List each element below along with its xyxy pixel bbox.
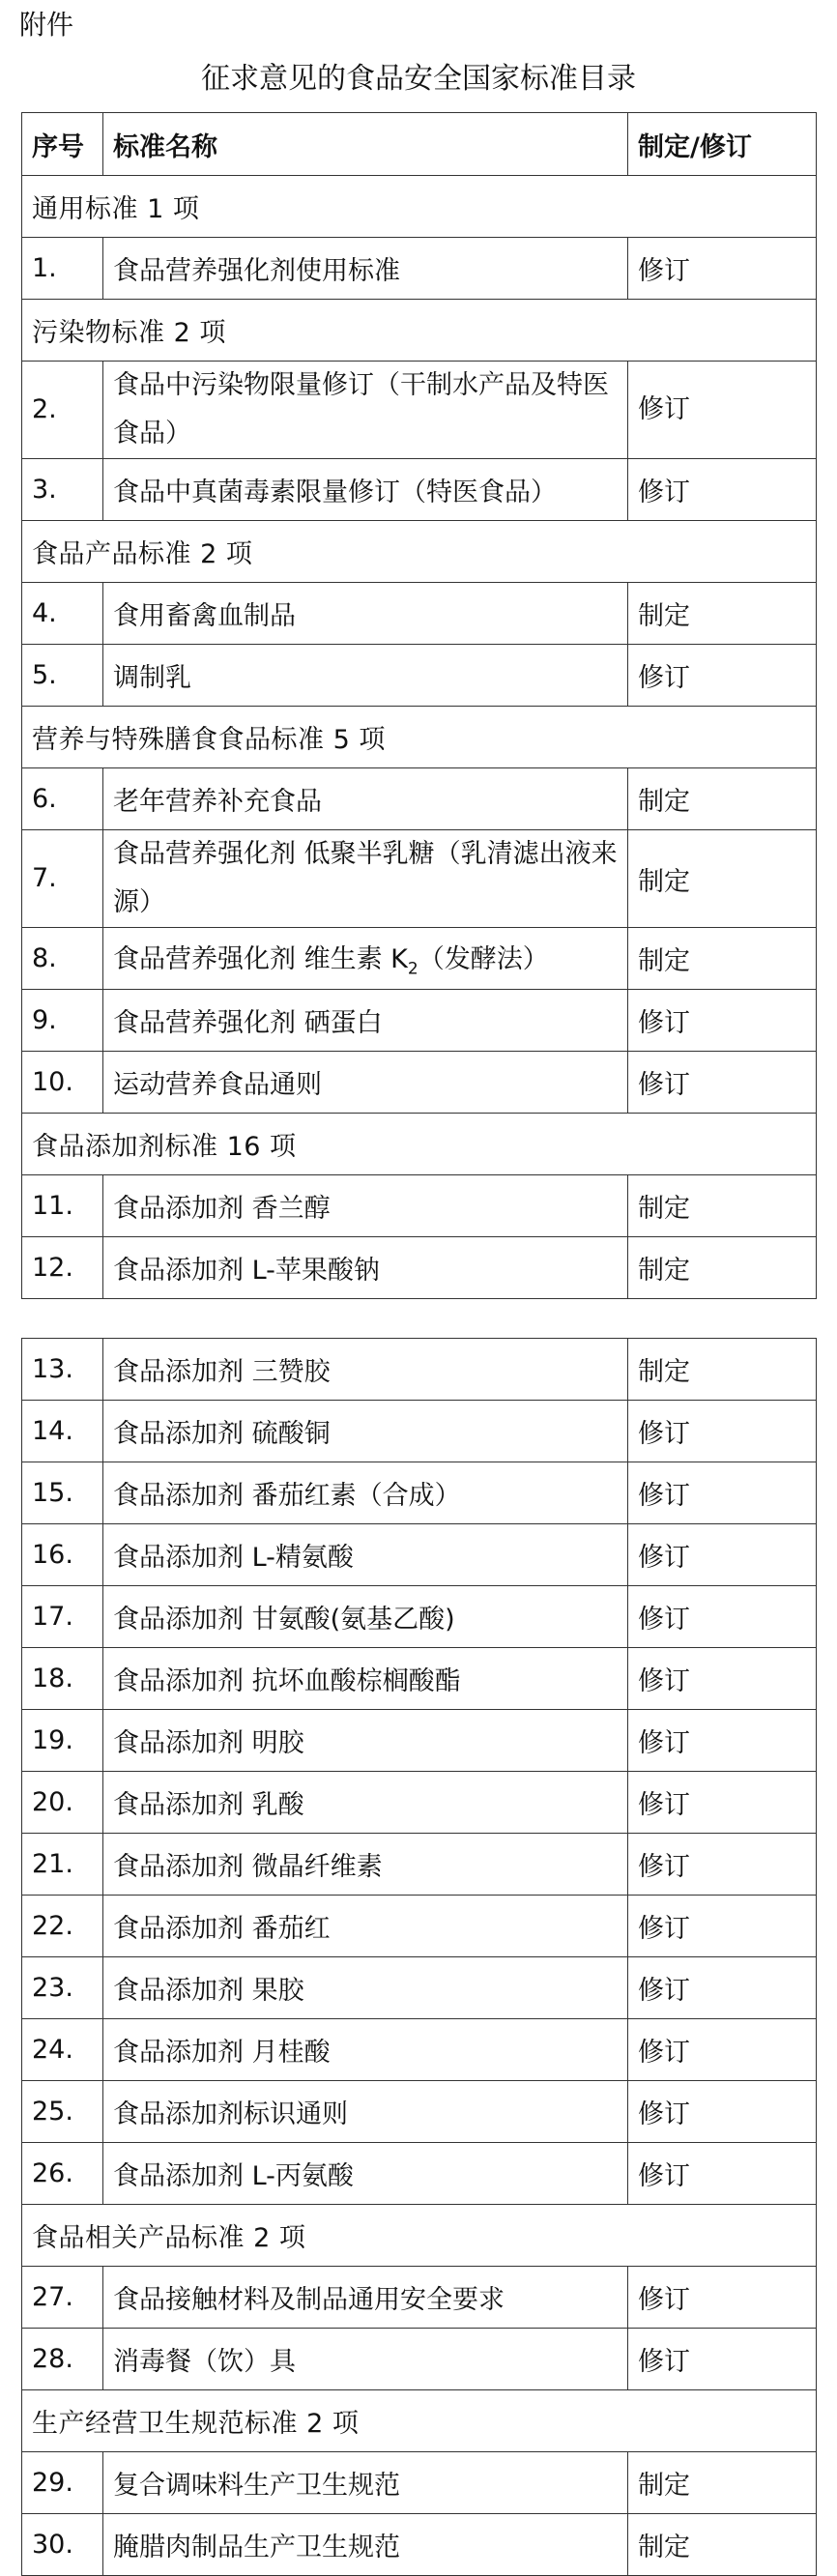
formulate-revise-value: 修订: [628, 1586, 817, 1648]
formulate-revise-value: 修订: [628, 459, 817, 521]
standard-name: 食品中污染物限量修订（干制水产品及特医食品）: [103, 362, 628, 459]
standards-table-part-2: [21, 1338, 817, 2576]
formulate-revise-value: 修订: [628, 238, 817, 300]
row-number: 18.: [22, 1648, 103, 1710]
formulate-revise-value: 修订: [628, 1052, 817, 1114]
row-number: 25.: [22, 2081, 103, 2143]
row-number: 10.: [22, 1052, 103, 1114]
row-number: 8.: [22, 928, 103, 990]
table-row: [22, 768, 817, 830]
standard-name: 食品添加剂 L-苹果酸钠: [103, 1237, 628, 1299]
row-number: 21.: [22, 1834, 103, 1896]
standard-name: 食品添加剂标识通则: [103, 2081, 628, 2143]
standard-name: 复合调味料生产卫生规范: [103, 2452, 628, 2514]
row-number: 28.: [22, 2329, 103, 2390]
standard-name: 食品添加剂 明胶: [103, 1710, 628, 1772]
table-row: [22, 990, 817, 1052]
attachment-label: 附件: [19, 9, 74, 41]
formulate-revise-value: 修订: [628, 362, 817, 459]
row-number: 13.: [22, 1339, 103, 1401]
table-row: [22, 1175, 817, 1237]
row-number: 4.: [22, 583, 103, 645]
table-row: [22, 1586, 817, 1648]
standard-name: 食品添加剂 番茄红: [103, 1896, 628, 1957]
category-label: 食品相关产品标准 2 项: [22, 2205, 817, 2267]
table-row: [22, 2267, 817, 2329]
formulate-revise-value: 修订: [628, 2081, 817, 2143]
row-number: 14.: [22, 1401, 103, 1462]
standard-name: 食品添加剂 抗坏血酸棕榈酸酯: [103, 1648, 628, 1710]
table-row: [22, 1339, 817, 1401]
standard-name-subscript: 2: [407, 959, 418, 979]
row-number: 30.: [22, 2514, 103, 2576]
formulate-revise-value: 修订: [628, 1648, 817, 1710]
formulate-revise-value: 修订: [628, 990, 817, 1052]
table-row: [22, 1648, 817, 1710]
standard-name: 食品添加剂 L-丙氨酸: [103, 2143, 628, 2205]
formulate-revise-value: 修订: [628, 1896, 817, 1957]
table-row: [22, 1401, 817, 1462]
table-row: [22, 1957, 817, 2019]
category-row: [22, 300, 817, 362]
standard-name-suffix: （发酵法）: [418, 944, 549, 975]
category-label: 污染物标准 2 项: [22, 300, 817, 362]
table-row: [22, 2514, 817, 2576]
row-number: 1.: [22, 238, 103, 300]
standard-name: [103, 928, 628, 990]
table-row: [22, 1772, 817, 1834]
category-row: [22, 176, 817, 238]
formulate-revise-value: 修订: [628, 2019, 817, 2081]
table-row: [22, 238, 817, 300]
table-row: [22, 1834, 817, 1896]
standard-name: 食品添加剂 甘氨酸(氨基乙酸): [103, 1586, 628, 1648]
column-header-number: 序号: [22, 113, 103, 176]
table-row: [22, 1462, 817, 1524]
row-number: 19.: [22, 1710, 103, 1772]
table-body-part-1: [22, 176, 817, 1299]
formulate-revise-value: 制定: [628, 768, 817, 830]
row-number: 2.: [22, 362, 103, 459]
standard-name: 食品添加剂 硫酸铜: [103, 1401, 628, 1462]
row-number: 27.: [22, 2267, 103, 2329]
formulate-revise-value: 制定: [628, 2452, 817, 2514]
category-label: 通用标准 1 项: [22, 176, 817, 238]
column-header-standard-name: 标准名称: [103, 113, 628, 176]
formulate-revise-value: 修订: [628, 1524, 817, 1586]
row-number: 12.: [22, 1237, 103, 1299]
column-header-formulate-revise: 制定/修订: [628, 113, 817, 176]
row-number: 22.: [22, 1896, 103, 1957]
standard-name: 食品接触材料及制品通用安全要求: [103, 2267, 628, 2329]
category-row: [22, 2390, 817, 2452]
table-row: [22, 1524, 817, 1586]
table-row: [22, 2452, 817, 2514]
formulate-revise-value: 修订: [628, 1462, 817, 1524]
row-number: 7.: [22, 830, 103, 928]
row-number: 11.: [22, 1175, 103, 1237]
table-row: [22, 645, 817, 707]
formulate-revise-value: 修订: [628, 2267, 817, 2329]
table-row: [22, 830, 817, 928]
table-body-part-2: [22, 1339, 817, 2576]
standard-name: 腌腊肉制品生产卫生规范: [103, 2514, 628, 2576]
standard-name: 食品添加剂 乳酸: [103, 1772, 628, 1834]
category-label: 营养与特殊膳食食品标准 5 项: [22, 707, 817, 768]
category-row: [22, 707, 817, 768]
table-row: [22, 459, 817, 521]
formulate-revise-value: 制定: [628, 830, 817, 928]
formulate-revise-value: 制定: [628, 928, 817, 990]
formulate-revise-value: 修订: [628, 2143, 817, 2205]
row-number: 6.: [22, 768, 103, 830]
row-number: 24.: [22, 2019, 103, 2081]
standard-name: 食品中真菌毒素限量修订（特医食品）: [103, 459, 628, 521]
table-row: [22, 1896, 817, 1957]
standard-name: 食品营养强化剂 硒蛋白: [103, 990, 628, 1052]
category-row: [22, 521, 817, 583]
formulate-revise-value: 修订: [628, 1772, 817, 1834]
standard-name: 食用畜禽血制品: [103, 583, 628, 645]
table-row: [22, 2143, 817, 2205]
row-number: 26.: [22, 2143, 103, 2205]
table-row: [22, 1052, 817, 1114]
table-row: [22, 2329, 817, 2390]
standard-name: 食品添加剂 月桂酸: [103, 2019, 628, 2081]
standard-name: 食品营养强化剂使用标准: [103, 238, 628, 300]
standard-name: 老年营养补充食品: [103, 768, 628, 830]
formulate-revise-value: 修订: [628, 1401, 817, 1462]
formulate-revise-value: 制定: [628, 583, 817, 645]
table-row: [22, 2019, 817, 2081]
row-number: 20.: [22, 1772, 103, 1834]
formulate-revise-value: 修订: [628, 645, 817, 707]
category-row: [22, 1114, 817, 1175]
table-header-row: [22, 113, 817, 176]
category-row: [22, 2205, 817, 2267]
category-label: 食品添加剂标准 16 项: [22, 1114, 817, 1175]
row-number: 5.: [22, 645, 103, 707]
formulate-revise-value: 修订: [628, 1834, 817, 1896]
row-number: 9.: [22, 990, 103, 1052]
standard-name: 食品营养强化剂 低聚半乳糖（乳清滤出液来源）: [103, 830, 628, 928]
standard-name: 食品添加剂 香兰醇: [103, 1175, 628, 1237]
table-row: [22, 1237, 817, 1299]
formulate-revise-value: 修订: [628, 1710, 817, 1772]
standard-name: 运动营养食品通则: [103, 1052, 628, 1114]
formulate-revise-value: 修订: [628, 2329, 817, 2390]
table-row: [22, 2081, 817, 2143]
table-row: [22, 362, 817, 459]
row-number: 3.: [22, 459, 103, 521]
formulate-revise-value: 制定: [628, 1175, 817, 1237]
category-label: 食品产品标准 2 项: [22, 521, 817, 583]
table-row: [22, 583, 817, 645]
standard-name: 食品添加剂 微晶纤维素: [103, 1834, 628, 1896]
standard-name: 消毒餐（饮）具: [103, 2329, 628, 2390]
table-row: [22, 928, 817, 990]
standard-name: 食品添加剂 L-精氨酸: [103, 1524, 628, 1586]
standard-name-text: 食品营养强化剂 维生素 K: [113, 944, 408, 975]
standard-name: 食品添加剂 三赞胶: [103, 1339, 628, 1401]
formulate-revise-value: 制定: [628, 2514, 817, 2576]
category-label: 生产经营卫生规范标准 2 项: [22, 2390, 817, 2452]
row-number: 15.: [22, 1462, 103, 1524]
formulate-revise-value: 修订: [628, 1957, 817, 2019]
formulate-revise-value: 制定: [628, 1237, 817, 1299]
formulate-revise-value: 制定: [628, 1339, 817, 1401]
standards-table-part-1: [21, 112, 817, 1299]
row-number: 16.: [22, 1524, 103, 1586]
table-row: [22, 1710, 817, 1772]
standard-name: 调制乳: [103, 645, 628, 707]
row-number: 23.: [22, 1957, 103, 2019]
standard-name: 食品添加剂 番茄红素（合成）: [103, 1462, 628, 1524]
row-number: 29.: [22, 2452, 103, 2514]
row-number: 17.: [22, 1586, 103, 1648]
standard-name: 食品添加剂 果胶: [103, 1957, 628, 2019]
document-title: 征求意见的食品安全国家标准目录: [201, 62, 636, 96]
